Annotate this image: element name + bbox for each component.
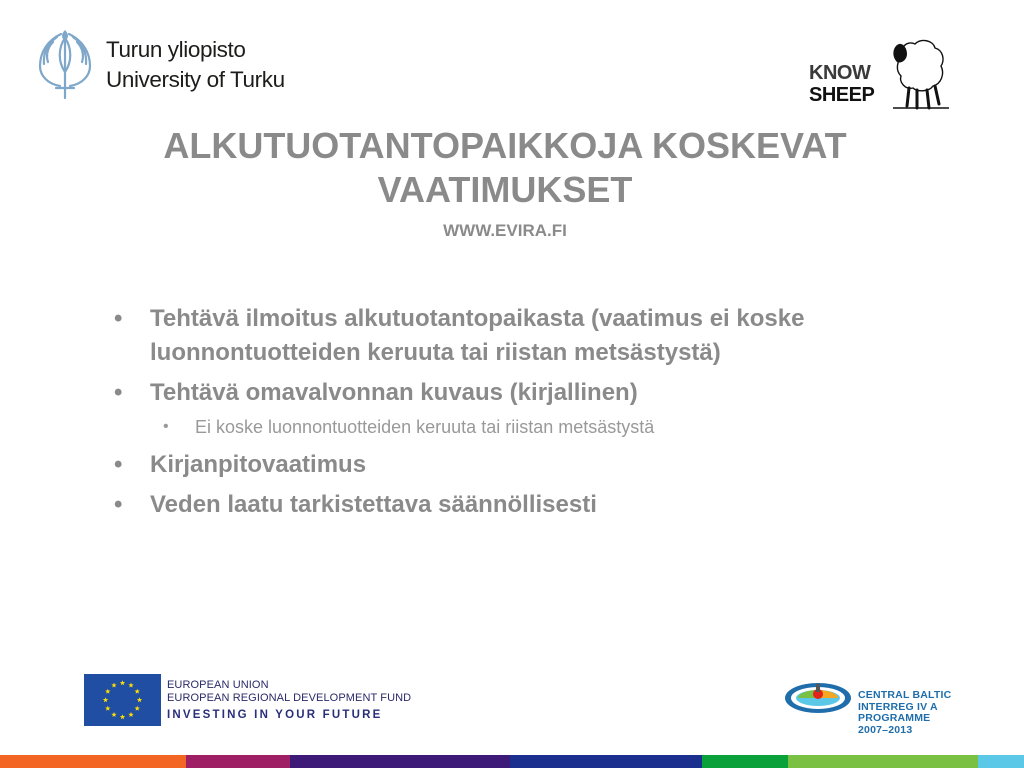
torch-emblem-icon — [34, 28, 96, 102]
bullet-text: Tehtävä ilmoitus alkutuotantopaikasta (vaatimus ei koske luonnontuotteiden keruuta tai riistan metsästystä) — [150, 305, 805, 366]
bullet-item — [110, 302, 870, 370]
stripe-segment — [788, 755, 978, 768]
eu-fund-text — [167, 679, 411, 722]
slide-title: ALKUTUOTANTOPAIKKOJA KOSKEVAT VAATIMUKSET — [163, 125, 847, 210]
central-baltic-logo-icon — [784, 678, 856, 718]
cb-line: 2007–2013 — [858, 723, 913, 736]
stripe-segment — [510, 755, 702, 768]
bullet-item — [110, 448, 870, 482]
stripe-segment — [702, 755, 788, 768]
knowsheep-know-text: KNOW — [809, 62, 871, 84]
bullet-marker: • — [114, 451, 123, 478]
stripe-segment — [0, 755, 186, 768]
slide-subtitle: WWW.EVIRA.FI — [443, 221, 567, 240]
footer-color-stripe — [0, 755, 1024, 768]
bullet-text: Veden laatu tarkistettava säännöllisesti — [150, 491, 597, 518]
cb-line: CENTRAL BALTIC — [858, 689, 952, 701]
bullet-marker: • — [114, 305, 123, 332]
eu-fund-label: EUROPEAN REGIONAL DEVELOPMENT FUND — [167, 691, 412, 704]
cb-line: INTERREG IV A — [858, 700, 938, 713]
sheep-icon — [889, 36, 951, 110]
university-of-turku-logo — [34, 28, 285, 102]
university-name — [106, 35, 285, 95]
bullet-list — [110, 302, 870, 528]
sub-bullet-text: Ei koske luonnontuotteiden keruuta tai riistan metsästystä — [195, 417, 655, 437]
bullet-item — [110, 376, 870, 410]
utu-name-finnish: Turun yliopisto — [106, 37, 246, 62]
eu-union-label: EUROPEAN UNION — [167, 679, 269, 691]
stripe-segment — [978, 755, 1024, 768]
sub-bullet-item — [110, 414, 870, 440]
stripe-segment — [186, 755, 290, 768]
bullet-text: Kirjanpitovaatimus — [150, 451, 367, 478]
knowsheep-logo — [805, 36, 950, 112]
central-baltic-text — [858, 690, 951, 736]
eu-flag-icon — [84, 674, 161, 726]
sub-bullet-marker: • — [163, 418, 169, 435]
stripe-segment — [290, 755, 510, 768]
eu-slogan: INVESTING IN YOUR FUTURE — [167, 709, 383, 721]
bullet-marker: • — [114, 491, 123, 518]
cb-line: PROGRAMME — [858, 712, 931, 724]
utu-name-english: University of Turku — [106, 67, 285, 92]
bullet-text: Tehtävä omavalvonnan kuvaus (kirjallinen) — [150, 379, 638, 406]
bullet-marker: • — [114, 379, 123, 406]
bullet-item — [110, 488, 870, 522]
knowsheep-sheep-text: SHEEP — [809, 84, 875, 106]
